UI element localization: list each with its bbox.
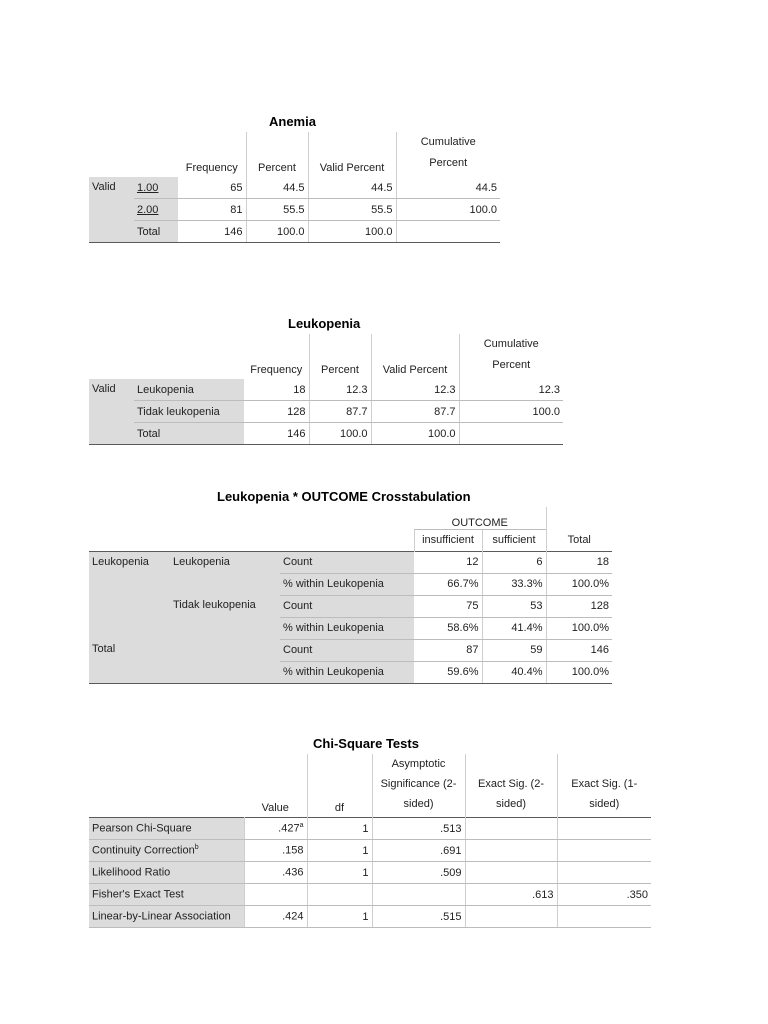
cumulative-percent-cell [459,423,563,445]
exact-sig-2-cell [465,840,557,862]
test-label: Continuity Correction$^b$ [89,840,244,862]
header-valid-percent: Valid Percent [308,132,396,177]
row-label: 2.00 [134,199,178,221]
asymp-sig-cell: .515 [372,906,465,928]
header-df: df [307,754,372,818]
frequency-cell: 128 [244,401,309,423]
header-exact-sig-1-sided: Exact Sig. (1- sided) [557,754,651,818]
exact-sig-2-cell [465,862,557,884]
anemia-table [89,132,500,243]
frequency-cell: 146 [244,423,309,445]
insufficient-cell: 87 [414,639,482,661]
valid-percent-cell: 100.0 [371,423,459,445]
insufficient-cell: 58.6% [414,617,482,639]
exact-sig-1-cell: .350 [557,884,651,906]
row-label: Leukopenia [134,379,244,401]
asymp-sig-cell: .509 [372,862,465,884]
row-sub-tidak-leukopenia: Tidak leukopenia [170,595,280,639]
value-cell: .424 [244,906,307,928]
percent-cell: 100.0 [309,423,371,445]
exact-sig-2-cell [465,818,557,840]
row-group-label: Valid [89,177,134,243]
valid-percent-cell: 12.3 [371,379,459,401]
cumulative-percent-cell: 44.5 [396,177,500,199]
stat-label: % within Leukopenia [280,661,414,683]
df-cell: 1 [307,862,372,884]
exact-sig-2-cell [465,906,557,928]
leukopenia-table [89,334,563,445]
row-group-total: Total [89,639,280,683]
cumulative-percent-cell: 12.3 [459,379,563,401]
crosstab-title: Leukopenia * OUTCOME Crosstabulation [217,489,471,504]
stat-label: Count [280,595,414,617]
header-insufficient: insufficient [414,529,482,551]
test-label: Fisher's Exact Test [89,884,244,906]
stat-label: % within Leukopenia [280,573,414,595]
valid-percent-cell: 87.7 [371,401,459,423]
percent-cell: 55.5 [246,199,308,221]
sufficient-cell: 53 [482,595,546,617]
header-frequency: Frequency [250,364,303,376]
value-cell: .436 [244,862,307,884]
anemia-title: Anemia [269,114,316,129]
valid-percent-cell: 55.5 [308,199,396,221]
percent-cell: 100.0 [246,221,308,243]
value-cell [244,884,307,906]
sufficient-cell: 33.3% [482,573,546,595]
exact-sig-1-cell [557,818,651,840]
crosstab-table [89,507,612,684]
exact-sig-1-cell [557,906,651,928]
exact-sig-1-cell [557,840,651,862]
value-cell: .427$^a$ [244,818,307,840]
valid-percent-cell: 100.0 [308,221,396,243]
sufficient-cell: 6 [482,551,546,573]
total-cell: 100.0% [546,573,612,595]
frequency-cell: 18 [244,379,309,401]
stat-label: % within Leukopenia [280,617,414,639]
exact-sig-1-cell [557,862,651,884]
row-sub-leukopenia: Leukopenia [170,551,280,595]
header-exact-sig-2-sided: Exact Sig. (2- sided) [465,754,557,818]
df-cell [307,884,372,906]
insufficient-cell: 59.6% [414,661,482,683]
header-value: Value [261,802,289,814]
stat-label: Count [280,551,414,573]
header-frequency: Frequency [185,162,238,174]
header-percent: Percent [246,132,308,177]
row-label: Total [134,423,244,445]
row-group-leukopenia: Leukopenia [89,551,170,639]
insufficient-cell: 12 [414,551,482,573]
percent-cell: 87.7 [309,401,371,423]
sufficient-cell: 40.4% [482,661,546,683]
df-cell: 1 [307,840,372,862]
percent-cell: 12.3 [309,379,371,401]
exact-sig-2-cell: .613 [465,884,557,906]
total-cell: 100.0% [546,661,612,683]
stat-label: Count [280,639,414,661]
header-cumulative-percent: Cumulative Percent [396,132,500,177]
leukopenia-title: Leukopenia [288,316,361,331]
cumulative-percent-cell [396,221,500,243]
chisq-table [89,754,651,928]
row-label: Total [134,221,178,243]
frequency-cell: 65 [178,177,246,199]
test-label: Linear-by-Linear Association [89,906,244,928]
value-cell: .158 [244,840,307,862]
cumulative-percent-cell: 100.0 [459,401,563,423]
cumulative-percent-cell: 100.0 [396,199,500,221]
row-label: 1.00 [134,177,178,199]
header-percent: Percent [309,334,371,379]
total-cell: 146 [546,639,612,661]
header-outcome: OUTCOME [451,516,508,529]
test-label: Pearson Chi-Square [89,818,244,840]
df-cell: 1 [307,906,372,928]
df-cell: 1 [307,818,372,840]
asymp-sig-cell [372,884,465,906]
valid-percent-cell: 44.5 [308,177,396,199]
insufficient-cell: 75 [414,595,482,617]
asymp-sig-cell: .513 [372,818,465,840]
frequency-cell: 146 [178,221,246,243]
row-label: Tidak leukopenia [134,401,244,423]
chisq-title: Chi-Square Tests [313,736,419,751]
percent-cell: 44.5 [246,177,308,199]
total-cell: 100.0% [546,617,612,639]
total-cell: 128 [546,595,612,617]
header-asymptotic-significance: Asymptotic Significance (2- sided) [372,754,465,818]
frequency-cell: 81 [178,199,246,221]
asymp-sig-cell: .691 [372,840,465,862]
header-valid-percent: Valid Percent [371,334,459,379]
row-group-label: Valid [89,379,134,445]
total-cell: 18 [546,551,612,573]
header-cumulative-percent: Cumulative Percent [459,334,563,379]
header-total: Total [546,529,612,551]
test-label: Likelihood Ratio [89,862,244,884]
header-sufficient: sufficient [482,529,546,551]
insufficient-cell: 66.7% [414,573,482,595]
sufficient-cell: 41.4% [482,617,546,639]
sufficient-cell: 59 [482,639,546,661]
